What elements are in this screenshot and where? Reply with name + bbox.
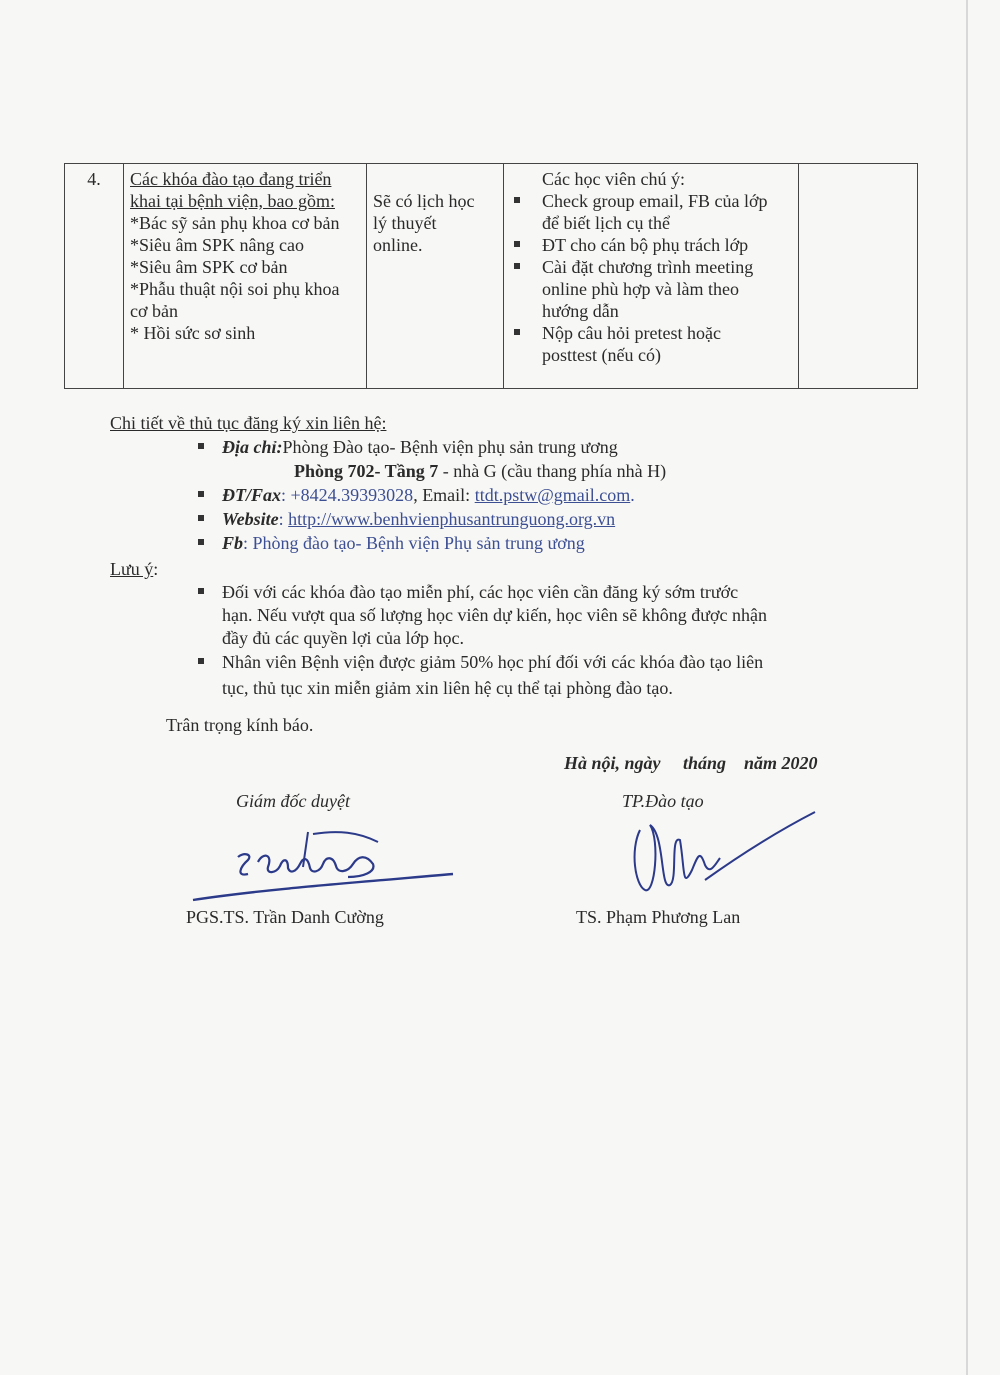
bullet-square-icon [510,256,542,322]
bullet-square-icon [198,588,204,594]
email-label: , Email: [413,485,475,505]
row-number-text: 4. [87,169,101,189]
course-item: *Siêu âm SPK cơ bản [130,257,288,277]
phone-line [222,484,635,506]
note-line: Nhân viên Bệnh viện được giảm 50% học phí đối với các khóa đào tạo liên [222,652,764,672]
notes-cell [504,164,799,389]
closing-text: Trân trọng kính báo. [166,715,314,735]
left-signature-image [188,822,458,912]
course-item: cơ bản [130,301,178,321]
website-label: Website [222,509,279,529]
schedule-line: online. [373,235,423,255]
bullet-square-icon [198,539,204,545]
address-line [222,436,618,458]
course-item: *Phẫu thuật nội soi phụ khoa [130,279,340,299]
phone-label: ĐT/Fax [222,485,282,505]
bullet-square-icon [198,515,204,521]
notes-heading [110,558,158,580]
course-table [64,163,918,389]
bullet-square-icon [510,234,542,256]
room-line [294,460,666,482]
bullet-square-icon [510,322,542,366]
note-line: ĐT cho cán bộ phụ trách lớp [542,235,749,255]
course-item: * Hồi sức sơ sinh [130,323,256,343]
fb-label: Fb [222,533,244,553]
bullet-square-icon [198,658,204,664]
notes-heading-colon: : [153,559,159,579]
note-line: để biết lịch cụ thể [542,213,670,233]
right-signature-image [620,810,820,900]
phone-value: +8424.39393028 [290,485,414,505]
room-rest: - nhà G (cầu thang phía nhà H) [438,461,667,481]
contact-heading: Chi tiết về thủ tục đăng ký xin liên hệ: [110,413,387,433]
left-signer-title: Giám đốc duyệt [236,791,350,811]
course-item: *Siêu âm SPK nâng cao [130,235,304,255]
note-line: Cài đặt chương trình meeting [542,257,754,277]
email-end: . [630,485,635,505]
page-edge [966,0,968,1375]
left-signer-name: PGS.TS. Trần Danh Cường [186,907,384,927]
note-line: Nộp câu hỏi pretest hoặc [542,323,721,343]
note-line: tục, thủ tục xin miễn giảm xin liên hệ cụ thể tại phòng đào tạo. [222,678,673,698]
note-line: đầy đủ các quyền lợi của lớp học. [222,628,464,648]
phone-sep: : [281,485,291,505]
notes-heading-text: Lưu ý [110,559,154,579]
note-line: Đối với các khóa đào tạo miễn phí, các học viên cần đăng ký sớm trước [222,582,739,602]
note-line: Check group email, FB của lớp [542,191,768,211]
course-title-line1: Các khóa đào tạo đang triển [130,169,332,189]
course-item: *Bác sỹ sản phụ khoa cơ bản [130,213,340,233]
bullet-square-icon [198,443,204,449]
website-link[interactable]: http://www.benhvienphusantrunguong.org.vn [288,509,616,529]
address-value: Phòng Đào tạo- Bệnh viện phụ sản trung ương [282,437,618,457]
table-row [65,164,918,389]
schedule-cell [367,164,504,389]
address-label: Địa chỉ: [222,437,283,457]
right-signer-title: TP.Đào tạo [622,791,704,811]
schedule-line: lý thuyết [373,213,437,233]
note-item [510,190,792,234]
note-item [510,256,792,322]
extra-cell [799,164,918,389]
schedule-line: Sẽ có lịch học [373,191,475,211]
course-cell [124,164,367,389]
website-line [222,508,615,530]
row-number [65,164,124,389]
course-title-line2: khai tại bệnh viện, bao gồm: [130,191,335,211]
website-sep: : [278,509,289,529]
right-signer-name: TS. Phạm Phương Lan [576,907,741,927]
room-bold: Phòng 702- Tầng 7 [294,461,439,481]
fb-sep: : [243,533,253,553]
note-line: online phù hợp và làm theo [542,279,739,299]
notes-intro: Các học viên chú ý: [542,169,685,189]
email-link[interactable]: ttdt.pstw@gmail.com [474,485,631,505]
date-line: Hà nội, ngày tháng năm 2020 [564,753,818,773]
note-line: posttest (nếu có) [542,345,661,365]
fb-value: Phòng đào tạo- Bệnh viện Phụ sản trung ương [252,533,585,553]
bullet-square-icon [510,190,542,234]
note-line: hạn. Nếu vượt qua số lượng học viên dự kiến, học viên sẽ không được nhận [222,605,767,625]
fb-line [222,532,585,554]
note-item [510,234,792,256]
bullet-square-icon [198,491,204,497]
note-item [510,322,792,366]
note-line: hướng dẫn [542,301,619,321]
